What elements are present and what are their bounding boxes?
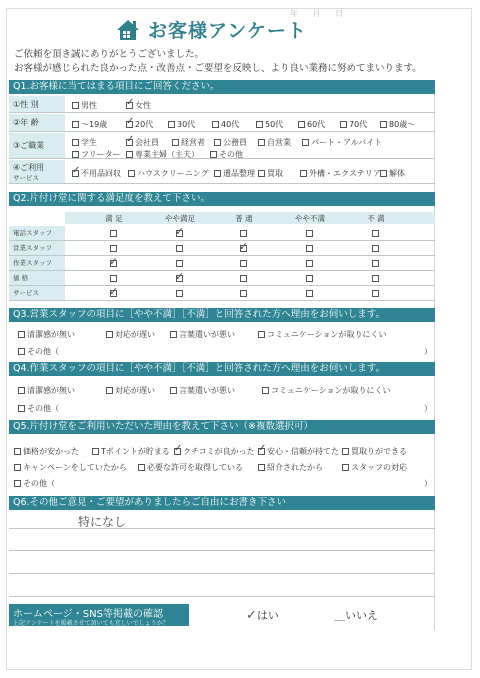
checkbox-checked[interactable] [126, 116, 135, 128]
q2-row [65, 271, 435, 286]
gender-option-female[interactable]: ✓ 女性 [126, 97, 151, 110]
job-option-homemaker[interactable]: 専業主婦（主夫） [126, 149, 199, 160]
checkbox[interactable] [170, 331, 177, 338]
checkbox[interactable] [258, 170, 265, 177]
q2-row-label: 電話スタッフ [9, 226, 65, 241]
q2-checkbox[interactable] [240, 275, 247, 282]
q4-other-close: ） [424, 404, 432, 413]
age-option-30s[interactable]: 30代 [168, 119, 195, 130]
q3-option-language[interactable]: 言葉遣いが悪い [170, 329, 235, 340]
q2-checkbox[interactable] [306, 245, 313, 252]
q3-option-other[interactable]: その他（ [18, 346, 59, 357]
job-option-part-time[interactable]: パート・アルバイト [302, 137, 382, 148]
service-option-buyback[interactable]: 買取 [258, 168, 283, 179]
consent-yes-option[interactable]: ✓はい [246, 608, 279, 623]
job-option-student[interactable]: 学生 [72, 137, 97, 148]
q3-option-slow[interactable]: 対応が遅い [106, 329, 155, 340]
q2-checkbox[interactable] [240, 230, 247, 237]
q5-option-staff[interactable]: スタッフの対応 [342, 462, 407, 473]
service-option-junk[interactable]: ✓ 不用品回収 [72, 165, 121, 178]
checkbox[interactable] [138, 464, 145, 471]
age-option-19[interactable]: ～19歳 [72, 119, 107, 130]
check-mark-icon: ✓ [174, 443, 183, 454]
checkbox[interactable] [168, 121, 175, 128]
intro-line-1: ご依頼を頂き誠にありがとうございました。 [14, 49, 205, 60]
q4-title: Q4.作業スタッフの項目に［やや不満］［不満］と回答された方へ理由をお伺いします。 [9, 362, 435, 376]
q2-row [65, 241, 435, 256]
q2-checkbox[interactable] [110, 230, 117, 237]
check-mark-icon: ✓ [126, 116, 135, 127]
q1-service-label: ④ご利用 サービス [9, 160, 65, 184]
checkbox[interactable] [106, 331, 113, 338]
check-mark-icon: ✓ [246, 608, 257, 623]
checkbox[interactable] [340, 121, 347, 128]
q2-col-satisfied: 満 足 [105, 214, 123, 223]
q5-option-campaign[interactable]: キャンペーンをしていたから [14, 462, 127, 473]
checkbox[interactable] [258, 139, 265, 146]
check-mark-icon: ✓ [258, 443, 267, 454]
checkbox-checked[interactable] [126, 97, 135, 109]
checkbox[interactable] [170, 387, 177, 394]
q5-option-tpoint[interactable]: Tポイントが貯まる [92, 446, 170, 457]
check-mark-icon: ✓ [239, 240, 249, 253]
q2-checkbox[interactable] [306, 230, 313, 237]
q2-checkbox[interactable] [110, 245, 117, 252]
checkbox[interactable] [18, 331, 25, 338]
q2-row [65, 256, 435, 271]
writing-line [9, 596, 435, 597]
q2-checkbox[interactable] [372, 290, 379, 297]
checkbox[interactable] [380, 121, 387, 128]
q4-option-language[interactable]: 言葉遣いが悪い [170, 385, 235, 396]
consent-no-option[interactable]: ＿いいえ [334, 609, 378, 622]
job-option-executive[interactable]: 経営者 [172, 137, 205, 148]
checkbox-checked[interactable] [258, 443, 267, 455]
checkbox[interactable] [262, 387, 269, 394]
publish-consent-title: ホームページ・SNS等掲載の確認 [13, 609, 163, 620]
q6-title: Q6.その他ご意見・ご要望がありましたらご自由にお書き下さい [9, 496, 435, 510]
q5-option-reviews[interactable]: ✓ クチコミが良かった [174, 443, 255, 456]
checkbox[interactable] [106, 387, 113, 394]
checkbox[interactable] [14, 448, 21, 455]
publish-consent-bar [9, 604, 189, 626]
q1-gender-label: ①性 別 [9, 96, 65, 113]
service-option-estate[interactable]: 遺品整理 [214, 168, 255, 179]
q4-option-other[interactable]: その他（ [18, 403, 59, 414]
writing-line [9, 573, 435, 574]
age-option-60s[interactable]: 60代 [298, 119, 325, 130]
checkbox[interactable] [212, 121, 219, 128]
q2-checkbox[interactable] [306, 260, 313, 267]
checkbox[interactable] [258, 331, 265, 338]
check-mark-icon: ✓ [175, 225, 185, 238]
q2-checkbox[interactable] [240, 290, 247, 297]
q5-option-other[interactable]: その他（ [14, 478, 55, 489]
q5-option-price[interactable]: 価格が安かった [14, 446, 79, 457]
q2-checkbox[interactable] [110, 275, 117, 282]
q2-checkbox[interactable] [372, 245, 379, 252]
checkbox[interactable] [210, 151, 217, 158]
q2-row-label: 営業スタッフ [9, 241, 65, 256]
q2-col-somewhat-satisfied: やや満足 [165, 214, 195, 223]
checkbox[interactable] [214, 139, 221, 146]
gender-option-male[interactable]: 男性 [72, 100, 97, 111]
checkbox[interactable] [300, 170, 307, 177]
q2-row-label: 価 格 [9, 271, 65, 286]
checkbox[interactable] [14, 464, 21, 471]
checkbox-checked[interactable] [174, 443, 183, 455]
q2-checkbox[interactable] [176, 245, 183, 252]
job-option-civil-servant[interactable]: 公務員 [214, 137, 247, 148]
age-option-20s[interactable]: ✓ 20代 [126, 116, 154, 129]
age-option-80plus[interactable]: 80歳～ [380, 119, 415, 130]
checkbox[interactable] [128, 170, 135, 177]
checkbox-checked[interactable] [72, 165, 81, 177]
service-option-cleaning[interactable]: ハウスクリーニング [128, 168, 209, 179]
q5-option-trust[interactable]: ✓ 安心・信頼が持てた [258, 443, 339, 456]
q6-handwritten-answer[interactable]: 特になし [78, 515, 127, 529]
checkbox[interactable] [172, 139, 179, 146]
age-option-40s[interactable]: 40代 [212, 119, 239, 130]
check-mark-icon: ✓ [175, 270, 185, 283]
q2-checkbox[interactable] [240, 260, 247, 267]
q2-checkbox[interactable] [306, 290, 313, 297]
writing-line [9, 528, 435, 529]
q2-checkbox[interactable] [306, 275, 313, 282]
q3-other-close: ） [424, 347, 432, 356]
checkbox[interactable] [214, 170, 221, 177]
q2-checkbox[interactable] [372, 275, 379, 282]
checkbox[interactable] [92, 448, 99, 455]
q2-row [65, 286, 435, 301]
checkbox[interactable] [342, 464, 349, 471]
job-option-freeter[interactable]: フリーター [72, 149, 121, 160]
q5-title: Q5.片付け堂をご利用いただいた理由を教えて下さい（※複数選択可） [9, 420, 435, 434]
date-field: 年 月 日 [290, 9, 350, 18]
q4-option-clean[interactable]: 清潔感が無い [18, 385, 75, 396]
check-mark-icon: ✓ [126, 97, 135, 108]
checkbox[interactable] [18, 405, 25, 412]
q3-option-communication[interactable]: コミュニケーションが取りにくい [258, 329, 387, 340]
q2-title: Q2.片付け堂に関する満足度を教えて下さい。 [9, 192, 435, 206]
checkbox-checked[interactable] [126, 134, 135, 146]
publish-consent-subtitle: 上記アンケートを掲載させて頂いても宜しいでしょうか？ [13, 620, 169, 627]
checkbox[interactable] [14, 480, 21, 487]
q3-title: Q3.営業スタッフの項目に［やや不満］［不満］と回答された方へ理由をお伺いします。 [9, 308, 435, 322]
checkbox[interactable] [126, 151, 133, 158]
q4-option-slow[interactable]: 対応が遅い [106, 385, 155, 396]
checkbox[interactable] [72, 121, 79, 128]
q3-option-clean[interactable]: 清潔感が無い [18, 329, 75, 340]
age-option-70s[interactable]: 70代 [340, 119, 367, 130]
checkbox[interactable] [18, 387, 25, 394]
check-mark-icon: ✓ [109, 255, 119, 268]
checkbox[interactable] [18, 348, 25, 355]
house-icon [116, 19, 140, 41]
q2-checkbox[interactable] [176, 260, 183, 267]
checkbox[interactable] [72, 102, 79, 109]
q5-other-close: ） [424, 479, 432, 488]
checkbox[interactable] [298, 121, 305, 128]
q2-row-label: サービス [9, 286, 65, 301]
page-title: お客様アンケート [148, 20, 307, 42]
q1-title: Q1.お客様に当てはまる項目にご回答ください。 [9, 80, 435, 94]
page-header [116, 16, 307, 43]
job-option-employee[interactable]: ✓ 会社員 [126, 134, 159, 147]
checkbox[interactable] [342, 448, 349, 455]
service-option-demolition[interactable]: 解体 [380, 168, 405, 179]
q2-row [65, 226, 435, 241]
checkbox[interactable] [72, 151, 79, 158]
job-option-self-employed[interactable]: 自営業 [258, 137, 291, 148]
q2-checkbox[interactable] [372, 260, 379, 267]
checkbox[interactable] [72, 139, 79, 146]
q5-option-referral[interactable]: 紹介されたから [258, 462, 323, 473]
q2-checkbox[interactable] [176, 290, 183, 297]
check-mark-icon: ✓ [109, 285, 119, 298]
check-mark-icon: ✓ [72, 165, 81, 176]
checkbox[interactable] [258, 464, 265, 471]
q1-age-label: ②年 齢 [9, 114, 65, 132]
job-option-other[interactable]: その他 [210, 149, 243, 160]
blank-mark: ＿ [334, 609, 345, 622]
q2-col-somewhat-dissatisfied: やや不満 [295, 214, 325, 223]
checkbox[interactable] [380, 170, 387, 177]
service-option-exterior[interactable]: 外構・エクステリア [300, 168, 381, 179]
checkbox[interactable] [256, 121, 263, 128]
q2-checkbox[interactable] [372, 230, 379, 237]
writing-line [9, 550, 435, 551]
checkbox[interactable] [302, 139, 309, 146]
intro-line-2: お客様が感じられた良かった点・改善点・ご要望を反映し、より良い業務に努めてまいります。 [14, 63, 422, 74]
q2-row-label: 作業スタッフ [9, 256, 65, 271]
age-option-50s[interactable]: 50代 [256, 119, 283, 130]
q5-option-permit[interactable]: 必要な許可を取得している [138, 462, 243, 473]
check-mark-icon: ✓ [126, 134, 135, 145]
q2-col-dissatisfied: 不 満 [367, 214, 385, 223]
q1-job-label: ③ご職業 [9, 133, 65, 159]
q2-col-neutral: 普 通 [235, 214, 253, 223]
q5-option-buyback[interactable]: 買取りができる [342, 446, 407, 457]
q4-option-communication[interactable]: コミュニケーションが取りにくい [262, 385, 391, 396]
